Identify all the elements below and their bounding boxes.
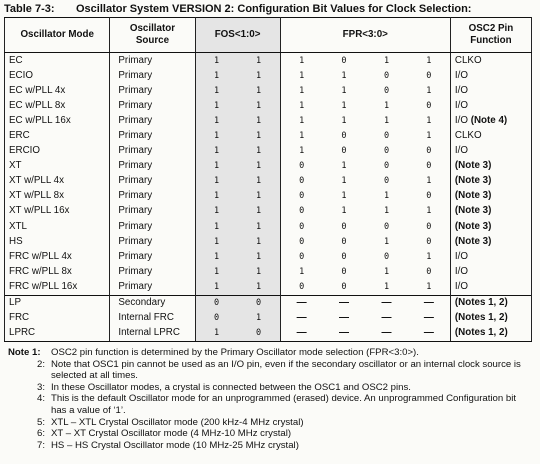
cell-fos-bit: 1 <box>195 83 238 98</box>
cell-fpr-bit: 0 <box>341 55 347 66</box>
cell-osc2-function <box>450 326 531 342</box>
cell-mode: ERCIO <box>5 144 110 159</box>
cell-fos-bit: 1 <box>238 204 281 219</box>
table-row <box>5 144 532 159</box>
cell-fos-bit: 1 <box>238 249 281 264</box>
cell-osc2-function <box>450 128 531 143</box>
cell-fos-bit: 1 <box>238 144 281 159</box>
cell-source: Primary <box>110 249 195 264</box>
cell-fpr-bit: 1 <box>280 83 323 98</box>
cell-fpr-bit: — <box>280 311 323 326</box>
note-key: 4: <box>36 393 45 405</box>
cell-fos-bit: 1 <box>195 113 238 128</box>
cell-mode: LP <box>5 295 110 311</box>
cell-fpr-bit: 0 <box>280 219 323 234</box>
cell-fpr-bit: 0 <box>383 85 390 96</box>
cell-source: Primary <box>110 279 195 295</box>
cell-source: Primary <box>110 128 195 143</box>
cell-fos-bit: 0 <box>195 311 238 326</box>
header-row <box>5 18 532 53</box>
cell-osc2-function <box>450 113 531 128</box>
table-row <box>5 128 532 143</box>
cell-fos-bit: 1 <box>195 279 238 295</box>
osc2-function-text: I/O <box>454 280 468 292</box>
osc2-function-text: I/O <box>454 250 468 262</box>
table-body <box>5 53 532 342</box>
cell-fpr-bit: 1 <box>341 115 347 126</box>
cell-source: Primary <box>110 234 195 249</box>
cell-source: Primary <box>110 98 195 113</box>
cell-fpr-bit: 1 <box>383 206 390 217</box>
cell-fos-bit: 1 <box>238 279 281 295</box>
cell-fpr-bit: 1 <box>383 115 390 126</box>
cell-fos-bit: 1 <box>195 144 238 159</box>
note-item <box>8 393 534 416</box>
cell-fpr-bit: 1 <box>383 100 390 111</box>
note-item <box>8 440 534 452</box>
cell-source: Primary <box>110 219 195 234</box>
cell-fpr-bit: 1 <box>280 264 323 279</box>
cell-fos-bit: 1 <box>195 128 238 143</box>
cell-fpr-bit: 1 <box>383 266 390 277</box>
cell-fos-bit: 1 <box>195 68 238 83</box>
cell-fpr-bit: — <box>408 326 451 342</box>
note-item <box>8 417 534 429</box>
cell-fpr-bit: 0 <box>383 251 390 262</box>
cell-fos-bit: 1 <box>238 68 281 83</box>
cell-fpr-bit: 0 <box>408 264 451 279</box>
cell-fpr-bit: — <box>338 312 349 324</box>
cell-fpr-bit: 1 <box>341 191 347 202</box>
cell-osc2-function <box>450 279 531 295</box>
cell-fpr-bit: — <box>381 312 392 324</box>
cell-mode: XT w/PLL 4x <box>5 174 110 189</box>
osc2-function-text: I/O <box>454 84 468 96</box>
cell-fpr-bit: 0 <box>383 221 390 232</box>
osc2-function-text: I/O <box>454 69 468 81</box>
cell-mode: EC w/PLL 8x <box>5 98 110 113</box>
osc2-function-note: (Note 3) <box>454 175 492 187</box>
osc2-function-text: I/O <box>454 99 468 111</box>
note-item <box>8 382 534 394</box>
cell-source: Primary <box>110 68 195 83</box>
cell-source: Primary <box>110 204 195 219</box>
cell-osc2-function <box>450 311 531 326</box>
cell-source: Internal LPRC <box>110 326 195 342</box>
cell-osc2-function <box>450 174 531 189</box>
cell-fpr-bit: 1 <box>280 128 323 143</box>
osc2-function-note: (Note 3) <box>454 220 492 232</box>
cell-fpr-bit: 1 <box>341 70 347 81</box>
cell-fos-bit: 1 <box>195 174 238 189</box>
note-text: Note that OSC1 pin cannot be used as an I/O pin, even if the secondary oscillator or an internal clock source is selected at all times. <box>51 358 521 382</box>
table-row <box>5 113 532 128</box>
cell-fpr-bit: 1 <box>341 161 347 172</box>
cell-source: Primary <box>110 159 195 174</box>
cell-osc2-function <box>450 189 531 204</box>
cell-fpr-bit: 0 <box>383 176 390 187</box>
cell-fpr-bit: — <box>365 326 408 342</box>
table-row <box>5 159 532 174</box>
table-number: Table 7-3: <box>4 3 55 15</box>
cell-fpr-bit: 1 <box>383 191 390 202</box>
cell-fpr-bit: — <box>408 311 451 326</box>
cell-osc2-function <box>450 295 531 311</box>
osc2-function-text: I/O <box>454 265 468 277</box>
table-row <box>5 234 532 249</box>
cell-fos-bit: 1 <box>238 113 281 128</box>
cell-fpr-bit: 0 <box>341 266 347 277</box>
cell-fpr-bit: 0 <box>280 174 323 189</box>
table-row <box>5 189 532 204</box>
cell-fos-bit: 1 <box>195 249 238 264</box>
cell-fpr-bit: 0 <box>408 144 451 159</box>
cell-fpr-bit: 1 <box>408 128 451 143</box>
cell-fpr-bit: 0 <box>280 204 323 219</box>
cell-fos-bit: 1 <box>195 234 238 249</box>
cell-fos-bit: 1 <box>238 83 281 98</box>
config-bit-table <box>4 17 532 342</box>
cell-fpr-bit: 0 <box>341 236 347 247</box>
cell-mode: XT w/PLL 8x <box>5 189 110 204</box>
cell-mode: LPRC <box>5 326 110 342</box>
cell-fos-bit: 1 <box>195 189 238 204</box>
table-row <box>5 98 532 113</box>
note-text: In these Oscillator modes, a crystal is connected between the OSC1 and OSC2 pins. <box>51 381 411 393</box>
cell-mode: XT w/PLL 16x <box>5 204 110 219</box>
note-item <box>8 428 534 440</box>
cell-mode: ECIO <box>5 68 110 83</box>
cell-fos-bit: 1 <box>238 174 281 189</box>
osc2-function-note: (Note 4) <box>470 114 508 126</box>
cell-fpr-bit: 0 <box>383 146 390 157</box>
cell-mode: XT <box>5 159 110 174</box>
table-row <box>5 311 532 326</box>
note-key: 2: <box>36 358 45 370</box>
cell-fpr-bit: 1 <box>341 206 347 217</box>
table-notes <box>8 347 534 451</box>
cell-fpr-bit: 0 <box>341 251 347 262</box>
cell-fpr-bit: 0 <box>341 131 347 142</box>
table-row <box>5 204 532 219</box>
note-text: OSC2 pin function is determined by the Primary Oscillator mode selection (FPR<3:0>). <box>51 347 419 358</box>
cell-fos-bit: 1 <box>238 159 281 174</box>
cell-fpr-bit: 0 <box>280 159 323 174</box>
note-text: XTL – XTL Crystal Oscillator mode (200 kHz-4 MHz crystal) <box>51 416 304 428</box>
cell-fpr-bit: 0 <box>383 70 390 81</box>
cell-source: Primary <box>110 174 195 189</box>
osc2-function-note: (Notes 1, 2) <box>454 327 508 339</box>
cell-fpr-bit: 0 <box>341 221 347 232</box>
cell-osc2-function <box>450 219 531 234</box>
cell-fpr-bit: 1 <box>383 236 390 247</box>
cell-fos-bit: 1 <box>238 189 281 204</box>
note-text: HS – HS Crystal Oscillator mode (10 MHz-25 MHz crystal) <box>51 439 299 451</box>
cell-source: Secondary <box>110 295 195 311</box>
cell-mode: XTL <box>5 219 110 234</box>
cell-osc2-function <box>450 204 531 219</box>
cell-source: Primary <box>110 144 195 159</box>
cell-source: Primary <box>110 53 195 69</box>
header-source: Oscillator Source <box>110 18 195 53</box>
table-caption: Oscillator System VERSION 2: Configuration Bit Values for Clock Selection: <box>76 3 472 15</box>
cell-fpr-bit: 1 <box>383 55 390 66</box>
cell-fpr-bit: 1 <box>383 281 390 292</box>
cell-fpr-bit: 1 <box>408 279 451 295</box>
cell-mode: FRC w/PLL 4x <box>5 249 110 264</box>
cell-fpr-bit: 0 <box>341 281 347 292</box>
cell-osc2-function <box>450 144 531 159</box>
cell-fos-bit: 0 <box>195 295 238 311</box>
osc2-function-text: CLKO <box>454 130 482 142</box>
table-row <box>5 83 532 98</box>
cell-source: Primary <box>110 189 195 204</box>
cell-fpr-bit: — <box>323 326 366 342</box>
cell-fos-bit: 1 <box>238 234 281 249</box>
note-key: 3: <box>36 381 45 393</box>
cell-fpr-bit: — <box>408 295 451 311</box>
cell-fpr-bit: 0 <box>408 159 451 174</box>
osc2-function-note: (Note 3) <box>454 160 492 172</box>
cell-source: Primary <box>110 113 195 128</box>
cell-fos-bit: 1 <box>238 311 281 326</box>
cell-osc2-function <box>450 68 531 83</box>
cell-osc2-function <box>450 264 531 279</box>
cell-fos-bit: 1 <box>238 98 281 113</box>
note-item <box>8 347 534 359</box>
cell-fos-bit: 1 <box>238 53 281 69</box>
cell-fpr-bit: 0 <box>280 249 323 264</box>
cell-fpr-bit: 1 <box>341 85 347 96</box>
cell-source: Internal FRC <box>110 311 195 326</box>
note-key: Note 1: <box>8 347 41 358</box>
table-row <box>5 279 532 295</box>
cell-fos-bit: 1 <box>195 98 238 113</box>
osc2-function-note: (Note 3) <box>454 190 492 202</box>
cell-fpr-bit: — <box>365 295 408 311</box>
cell-fpr-bit: 0 <box>383 131 390 142</box>
table-row <box>5 219 532 234</box>
cell-fos-bit: 0 <box>238 326 281 342</box>
cell-fpr-bit: 1 <box>280 98 323 113</box>
cell-fpr-bit: 0 <box>408 68 451 83</box>
osc2-function-text: I/O <box>454 114 471 126</box>
cell-fos-bit: 1 <box>195 219 238 234</box>
header-fpr: FPR<3:0> <box>280 18 450 53</box>
cell-osc2-function <box>450 249 531 264</box>
cell-fos-bit: 1 <box>238 264 281 279</box>
cell-fpr-bit: 0 <box>341 146 347 157</box>
cell-fpr-bit: 0 <box>280 189 323 204</box>
table-row <box>5 249 532 264</box>
cell-fpr-bit: 1 <box>408 83 451 98</box>
cell-fos-bit: 1 <box>195 53 238 69</box>
cell-source: Primary <box>110 264 195 279</box>
cell-mode: EC <box>5 53 110 69</box>
cell-osc2-function <box>450 83 531 98</box>
cell-fpr-bit: 1 <box>280 68 323 83</box>
osc2-function-note: (Notes 1, 2) <box>454 297 508 309</box>
cell-fpr-bit: — <box>280 295 323 311</box>
cell-fpr-bit: 0 <box>280 234 323 249</box>
cell-fpr-bit: 1 <box>341 176 347 187</box>
note-text: This is the default Oscillator mode for an unprogrammed (erased) device. An unprogrammed Configuration bit has a value of ‘1’. <box>51 393 516 416</box>
cell-mode: FRC <box>5 311 110 326</box>
cell-osc2-function <box>450 159 531 174</box>
cell-fos-bit: 1 <box>195 264 238 279</box>
cell-fpr-bit: 1 <box>280 144 323 159</box>
cell-fpr-bit: 1 <box>408 113 451 128</box>
cell-fos-bit: 1 <box>195 326 238 342</box>
header-mode: Oscillator Mode <box>5 18 110 53</box>
note-key: 6: <box>36 428 45 440</box>
cell-fpr-bit: 1 <box>280 53 323 69</box>
cell-fos-bit: 1 <box>195 159 238 174</box>
cell-fpr-bit: — <box>280 326 323 342</box>
osc2-function-note: (Note 3) <box>454 205 492 217</box>
cell-fpr-bit: 0 <box>280 279 323 295</box>
note-item <box>8 359 534 382</box>
cell-source: Primary <box>110 83 195 98</box>
cell-fpr-bit: 1 <box>341 100 347 111</box>
cell-fpr-bit: 1 <box>408 249 451 264</box>
note-key: 5: <box>36 416 45 428</box>
table-row <box>5 53 532 69</box>
cell-osc2-function <box>450 234 531 249</box>
table-row <box>5 295 532 311</box>
cell-fpr-bit: — <box>323 295 366 311</box>
osc2-function-text: I/O <box>454 145 468 157</box>
table-row <box>5 264 532 279</box>
cell-osc2-function <box>450 53 531 69</box>
cell-mode: ERC <box>5 128 110 143</box>
cell-mode: HS <box>5 234 110 249</box>
cell-fpr-bit: 0 <box>408 234 451 249</box>
cell-fos-bit: 1 <box>238 128 281 143</box>
cell-fpr-bit: 0 <box>408 219 451 234</box>
cell-mode: EC w/PLL 16x <box>5 113 110 128</box>
table-title <box>4 3 471 15</box>
cell-mode: EC w/PLL 4x <box>5 83 110 98</box>
table-row <box>5 326 532 342</box>
note-key: 7: <box>36 439 45 451</box>
osc2-function-note: (Notes 1, 2) <box>454 312 508 324</box>
cell-fos-bit: 1 <box>195 204 238 219</box>
table-row <box>5 68 532 83</box>
cell-fpr-bit: 0 <box>383 161 390 172</box>
cell-mode: FRC w/PLL 16x <box>5 279 110 295</box>
cell-fos-bit: 0 <box>238 295 281 311</box>
cell-fpr-bit: 0 <box>408 98 451 113</box>
cell-fpr-bit: 1 <box>408 53 451 69</box>
cell-fpr-bit: 1 <box>280 113 323 128</box>
cell-fpr-bit: 0 <box>408 189 451 204</box>
osc2-function-note: (Note 3) <box>454 235 492 247</box>
note-text: XT – XT Crystal Oscillator mode (4 MHz-10 MHz crystal) <box>51 428 292 440</box>
cell-fpr-bit: 1 <box>408 204 451 219</box>
header-fos: FOS<1:0> <box>195 18 280 53</box>
cell-fpr-bit: 1 <box>408 174 451 189</box>
cell-mode: FRC w/PLL 8x <box>5 264 110 279</box>
table-row <box>5 174 532 189</box>
cell-osc2-function <box>450 98 531 113</box>
cell-fos-bit: 1 <box>238 219 281 234</box>
osc2-function-text: CLKO <box>454 54 482 66</box>
header-osc2: OSC2 Pin Function <box>450 18 531 53</box>
